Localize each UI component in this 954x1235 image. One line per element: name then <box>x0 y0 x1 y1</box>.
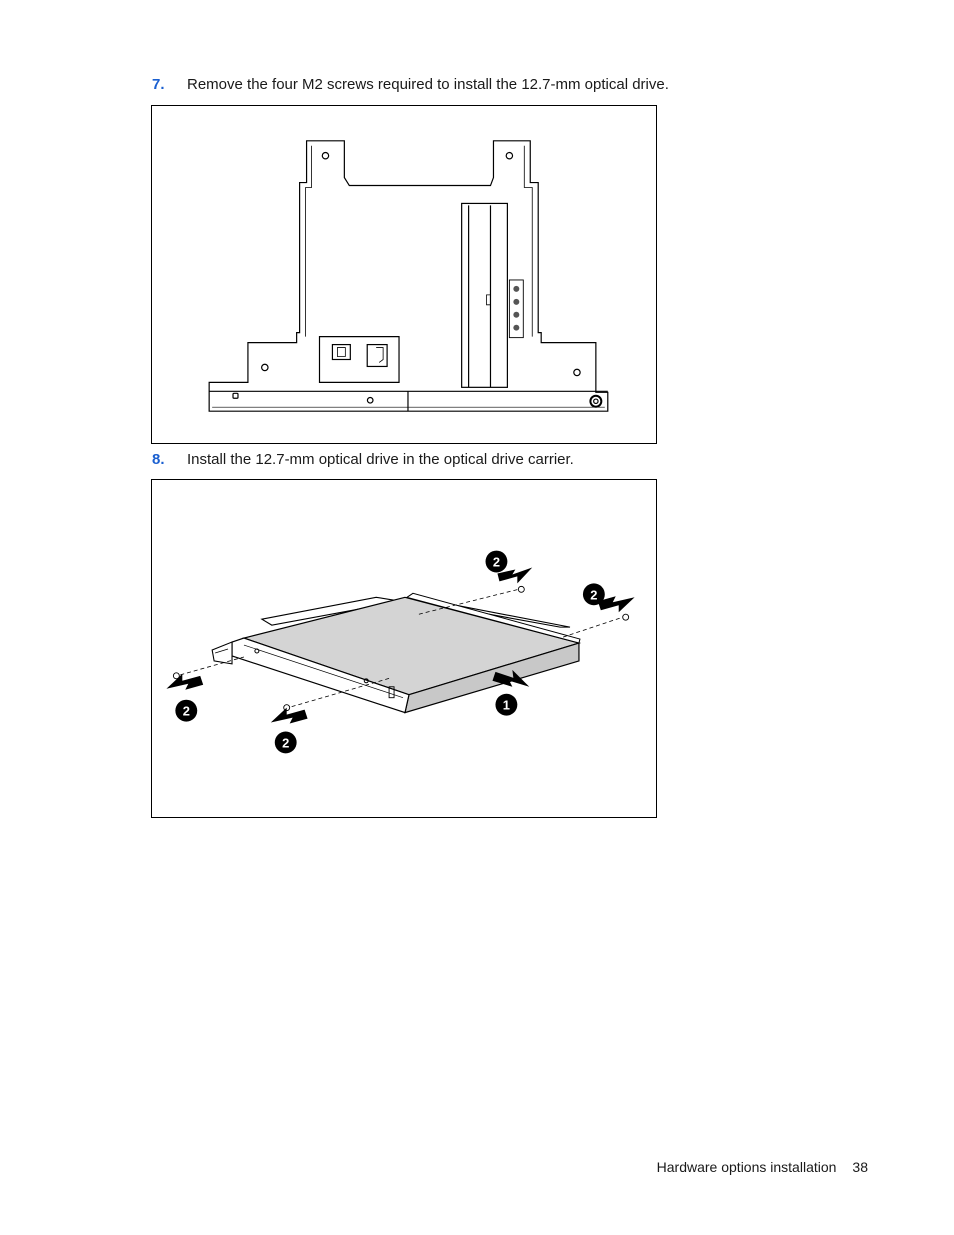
callout-2: 2 <box>182 703 190 719</box>
page-number: 38 <box>852 1159 868 1175</box>
drive-install-illustration <box>152 480 656 817</box>
callout-1: 1 <box>502 697 510 713</box>
carrier-bracket-illustration <box>152 106 656 443</box>
step-number: 7. <box>152 76 165 93</box>
callout-2: 2 <box>590 587 598 603</box>
drive-install-figure <box>151 479 657 818</box>
step-number: 8. <box>152 451 165 468</box>
footer-section-title: Hardware options installation <box>656 1159 837 1175</box>
step-text: Install the 12.7-mm optical drive in the optical drive carrier. <box>187 451 574 468</box>
page-footer <box>657 1159 868 1175</box>
step-8 <box>152 451 574 469</box>
callout-2: 2 <box>282 735 290 751</box>
callout-2: 2 <box>492 554 501 570</box>
carrier-bracket-figure <box>151 105 657 444</box>
step-7 <box>152 76 669 94</box>
step-text: Remove the four M2 screws required to install the 12.7-mm optical drive. <box>187 76 669 93</box>
